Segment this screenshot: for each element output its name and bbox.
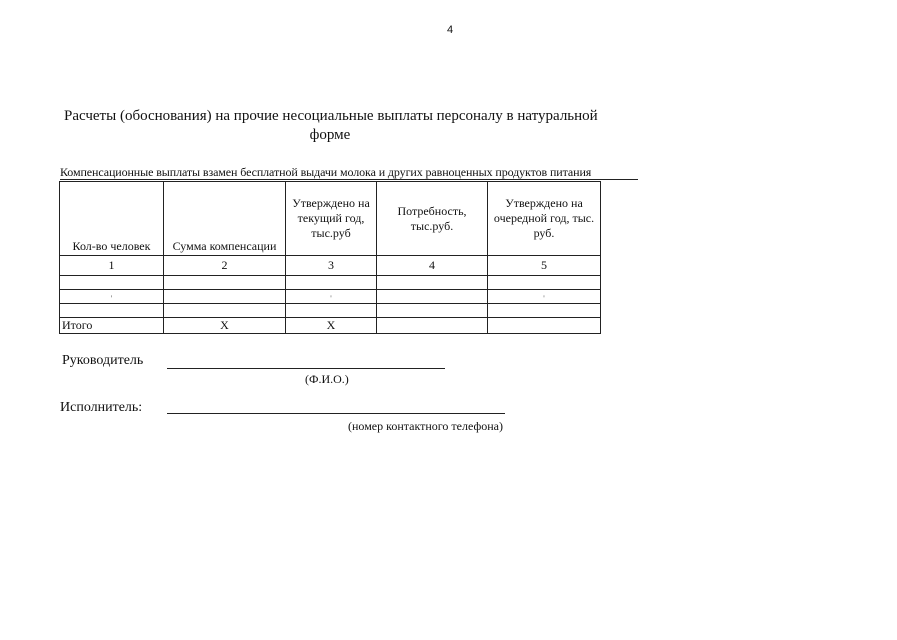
header-people-count: Кол-во человек	[60, 182, 164, 256]
table-row	[60, 290, 601, 304]
header-approved-next-year: Утверждено на очередной год, тыс. руб.	[488, 182, 601, 256]
table-caption: Компенсационные выплаты взамен бесплатной выдачи молока и других равноценных продуктов питания	[60, 165, 592, 179]
column-number: 4	[377, 256, 488, 276]
compensation-table	[59, 181, 601, 334]
head-signature-line[interactable]	[167, 368, 445, 369]
table-cell[interactable]	[488, 304, 601, 318]
table-cell[interactable]	[286, 276, 377, 290]
table-cell[interactable]	[164, 304, 286, 318]
scan-mark: '	[110, 294, 113, 303]
total-cell-approved-next[interactable]	[488, 318, 601, 334]
table-cell[interactable]	[60, 276, 164, 290]
total-cell-approved-current: Х	[286, 318, 377, 334]
table-cell[interactable]	[60, 290, 164, 304]
table-cell[interactable]	[286, 290, 377, 304]
table-cell[interactable]	[377, 276, 488, 290]
executor-phone-caption: (номер контактного телефона)	[348, 419, 503, 433]
table-cell[interactable]	[60, 304, 164, 318]
document-title-line-1: Расчеты (обоснования) на прочие несоциальные выплаты персоналу в натуральной	[64, 108, 598, 124]
header-compensation-sum: Сумма компенсации	[164, 182, 286, 256]
document-title-line-2: форме	[309, 127, 351, 143]
table-cell[interactable]	[377, 304, 488, 318]
column-number: 3	[286, 256, 377, 276]
table-row	[60, 304, 601, 318]
table-cell[interactable]	[164, 290, 286, 304]
total-cell-requirement[interactable]	[377, 318, 488, 334]
scan-mark: '	[330, 294, 332, 303]
table-cell[interactable]	[377, 290, 488, 304]
table-cell[interactable]	[164, 276, 286, 290]
header-requirement: Потребность, тыс.руб.	[377, 182, 488, 256]
table-cell[interactable]	[488, 276, 601, 290]
column-number: 2	[164, 256, 286, 276]
table-cell[interactable]	[488, 290, 601, 304]
column-number: 5	[488, 256, 601, 276]
column-number: 1	[60, 256, 164, 276]
head-name-caption: (Ф.И.О.)	[305, 372, 349, 386]
header-approved-current-year: Утверждено на текущий год, тыс.руб	[286, 182, 377, 256]
page-number: 4	[446, 24, 454, 36]
table-header-row	[60, 182, 601, 256]
table-row	[60, 276, 601, 290]
total-label: Итого	[60, 318, 164, 334]
head-signature-label: Руководитель	[62, 353, 144, 368]
scan-mark: '	[543, 294, 545, 303]
total-cell-sum: Х	[164, 318, 286, 334]
table-cell[interactable]	[286, 304, 377, 318]
executor-signature-line[interactable]	[167, 413, 505, 414]
caption-underline	[60, 179, 638, 180]
executor-signature-label: Исполнитель:	[60, 400, 143, 415]
column-number-row	[60, 256, 601, 276]
total-row	[60, 318, 601, 334]
